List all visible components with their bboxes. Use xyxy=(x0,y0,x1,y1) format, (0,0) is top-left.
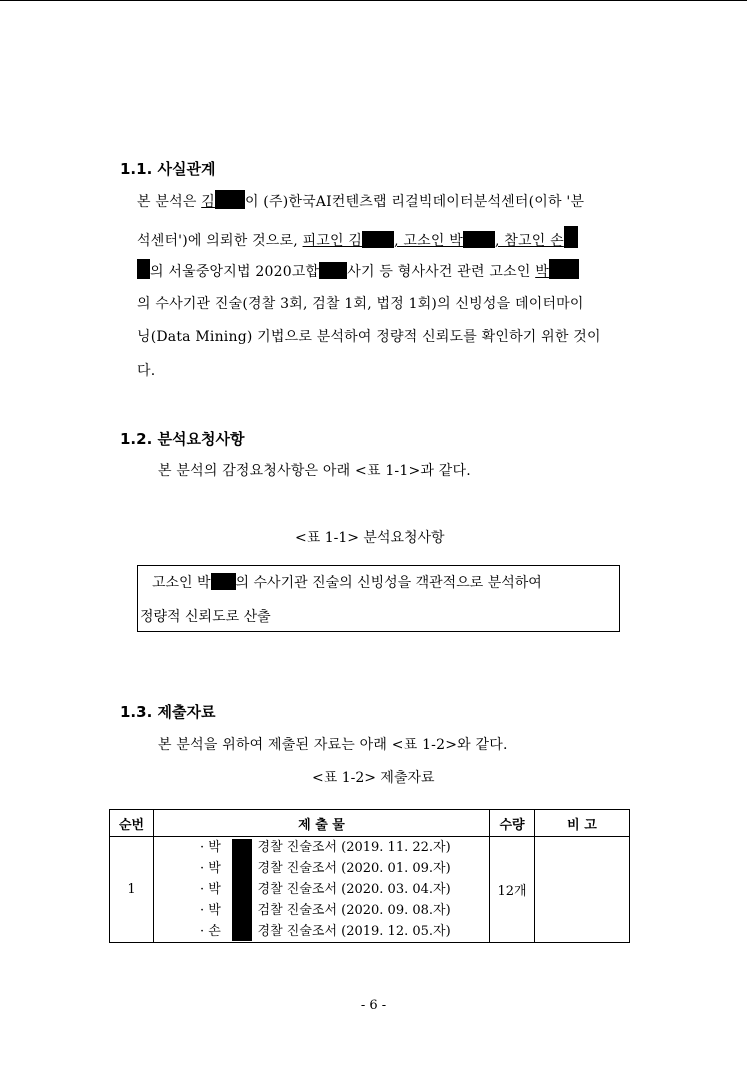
item-person: · 손 xyxy=(200,924,221,939)
cell-qty: 12개 xyxy=(490,837,535,943)
redaction-box xyxy=(319,262,347,279)
list-item xyxy=(200,900,489,921)
item-person: · 박 xyxy=(200,840,221,855)
box-line-2: 정량적 신뢰도로 산출 xyxy=(140,609,271,625)
para-1-2-intro: 본 분석의 감정요청사항은 아래 <표 1-1>과 같다. xyxy=(158,463,471,479)
item-text: 의 검찰 진술조서 (2020. 09. 08.자) xyxy=(240,903,451,918)
analysis-request-box xyxy=(137,565,620,632)
col-header-item: 제 출 물 xyxy=(154,810,490,837)
redaction-box xyxy=(564,226,578,248)
text: 이 (주)한국AI컨텐츠랩 리걸빅데이터분석센터(이하 '분 xyxy=(244,194,585,210)
item-text: 의 경찰 진술조서 (2019. 11. 22.자) xyxy=(240,840,451,855)
submitted-materials-table xyxy=(109,809,630,943)
list-item xyxy=(200,837,489,858)
cell-items xyxy=(154,837,490,943)
table-header-row xyxy=(110,810,630,837)
page-top-border xyxy=(0,0,747,1)
complainant-park: , 고소인 박 xyxy=(394,233,463,249)
complainant-park: 박 xyxy=(535,264,549,280)
name-kim: 김 xyxy=(201,194,215,210)
table-caption-1-1: <표 1-1> 분석요청사항 xyxy=(295,530,445,546)
item-person: · 박 xyxy=(200,882,221,897)
col-header-no: 순번 xyxy=(110,810,154,837)
text: 사기 등 형사사건 관련 고소인 xyxy=(347,264,536,280)
para-1-1-line-1 xyxy=(137,190,584,211)
cell-note xyxy=(535,837,630,943)
text: 고소인 박 xyxy=(152,575,211,591)
text: 의 서울중앙지법 2020고합 xyxy=(150,264,320,280)
box-line-1 xyxy=(152,572,542,592)
cell-no: 1 xyxy=(110,837,154,943)
item-text: 의 경찰 진술조서 (2019. 12. 05.자) xyxy=(240,924,451,939)
col-header-note: 비 고 xyxy=(535,810,630,837)
text: 본 분석은 xyxy=(137,194,202,210)
text: 석센터')에 의뢰한 것으로, xyxy=(137,233,303,249)
redaction-box xyxy=(549,259,579,279)
item-text: 의 경찰 진술조서 (2020. 03. 04.자) xyxy=(240,882,451,897)
witness-son: , 참고인 손 xyxy=(494,233,564,249)
para-1-1-line-4: 의 수사기관 진술(경찰 3회, 검찰 1회, 법정 1회)의 신빙성을 데이터마이 xyxy=(137,296,584,312)
defendant-kim: 피고인 김 xyxy=(302,233,363,249)
table-caption-1-2: <표 1-2> 제출자료 xyxy=(312,770,435,786)
item-text: 의 경찰 진술조서 (2020. 01. 09.자) xyxy=(240,861,451,876)
redaction-box xyxy=(137,259,150,279)
redaction-box xyxy=(463,231,495,248)
section-heading-1-1: 1.1. 사실관계 xyxy=(120,160,216,178)
item-person: · 박 xyxy=(200,903,221,918)
redaction-box xyxy=(215,190,245,209)
page-number: - 6 - xyxy=(360,998,387,1013)
table-row xyxy=(110,837,630,943)
text: 의 수사기관 진술의 신빙성을 객관적으로 분석하여 xyxy=(235,575,542,591)
section-heading-1-2: 1.2. 분석요청사항 xyxy=(120,430,245,448)
section-heading-1-3: 1.3. 제출자료 xyxy=(120,703,216,721)
para-1-1-line-2 xyxy=(137,226,578,250)
para-1-1-line-6: 다. xyxy=(137,363,156,379)
para-1-1-line-3 xyxy=(137,259,579,281)
list-item xyxy=(200,879,489,900)
para-1-1-line-5: 닝(Data Mining) 기법으로 분석하여 정량적 신뢰도를 확인하기 위한 것이 xyxy=(137,329,601,345)
redaction-box xyxy=(362,231,394,248)
list-item xyxy=(200,921,489,942)
para-1-3-intro: 본 분석을 위하여 제출된 자료는 아래 <표 1-2>와 같다. xyxy=(158,737,508,753)
item-person: · 박 xyxy=(200,861,221,876)
list-item xyxy=(200,858,489,879)
redaction-box xyxy=(211,573,236,590)
col-header-qty: 수량 xyxy=(490,810,535,837)
